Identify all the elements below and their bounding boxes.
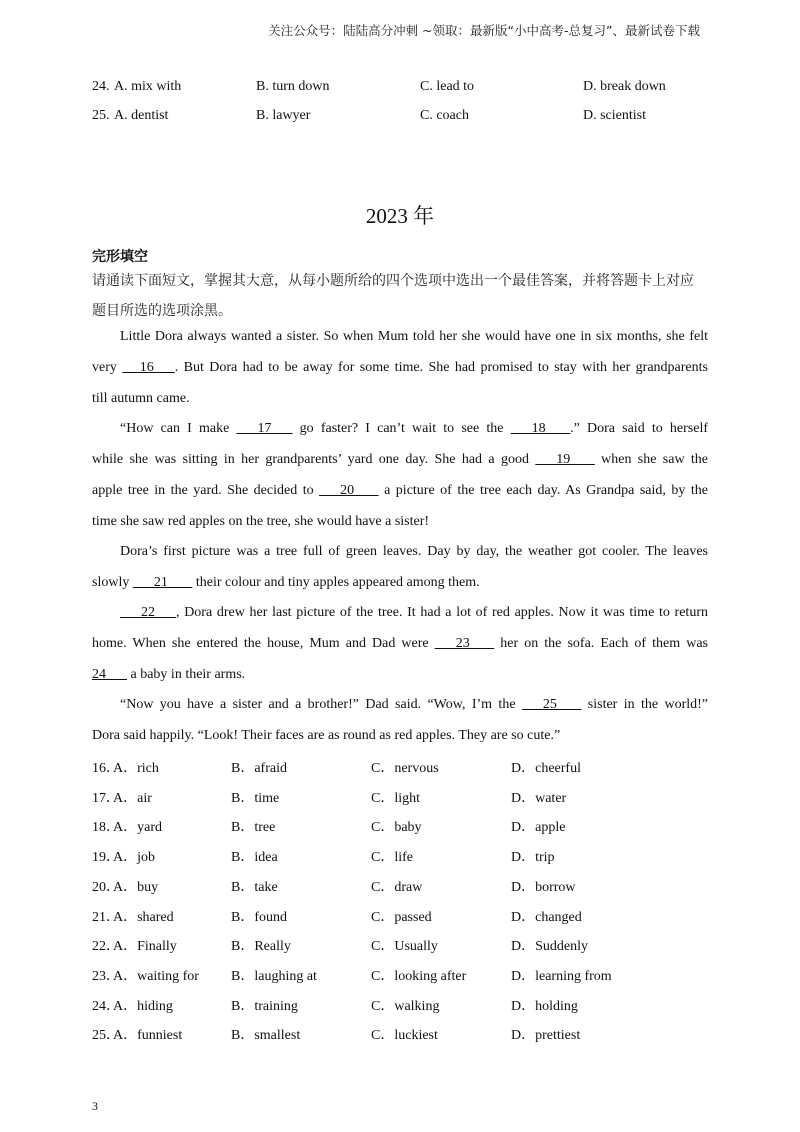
option-b: B．found [231,909,287,925]
passage-text: while she was sitting in her grandparents’ yard one day. She had a good [92,452,536,467]
option-c: C. coach [420,108,469,123]
passage-line: time she saw red apples on the tree, she would have a sister! [92,514,430,529]
blank-25: 25 [521,697,582,712]
option-d: D．apple [511,820,566,836]
option-a: A．shared [113,909,174,925]
option-a: A．funniest [113,1028,183,1044]
passage-line: Dora said happily. “Look! Their faces are as round as red apples. They are so cute.” [92,728,561,743]
blank-23: 23 [434,636,495,651]
option-a: A．buy [113,879,159,895]
passage-text: slowly [92,575,133,590]
option-b: B．Really [231,939,291,955]
passage-line: Little Dora always wanted a sister. So when Mum told her she would have one in six months, she felt [120,329,708,344]
option-a: A．hiding [113,998,173,1014]
blank-22: 22 [120,605,176,620]
blank-20: 20 [319,483,379,498]
option-a: A．job [113,850,155,866]
option-c: C．looking after [371,968,467,984]
option-d: D．prettiest [511,1028,581,1044]
year-title: 2023 年 [365,204,435,228]
passage-line [92,667,708,683]
option-c: C．nervous [371,761,439,776]
passage-line [92,360,708,376]
instructions-line-2: 题目所选的选项涂黑。 [92,303,232,319]
page-header: 关注公众号：陆陆高分冲刺 ~领取：最新版“小中高考-总复习”、最新试卷下载 [268,23,700,38]
question-number: 25. [92,108,110,123]
option-c: C．draw [371,879,423,895]
blank-18: 18 [510,421,571,436]
passage-text: her on the sofa. Each of them was [494,636,708,651]
option-b: B．tree [231,820,276,836]
option-a: A．waiting for [113,968,199,984]
option-a: A. dentist [114,108,169,123]
option-d: D. scientist [583,108,646,123]
question-number: 22． [92,939,120,955]
option-c: C．walking [371,998,440,1014]
blank-16: 16 [122,360,175,375]
question-number: 20． [92,879,120,895]
option-b: B. lawyer [256,108,311,123]
option-c: C．passed [371,909,432,925]
blank-17: 17 [236,421,293,436]
passage-text: very [92,360,123,375]
passage-line [120,697,708,713]
section-title: 完形填空 [92,249,148,265]
option-b: B．afraid [231,761,287,776]
option-d: D．holding [511,998,578,1014]
passage-text: sister in the world!” [581,697,708,712]
passage-text: apple tree in the yard. She decided to [92,483,320,498]
blank-19: 19 [535,452,595,467]
question-number: 18． [92,820,120,836]
option-d: D．cheerful [511,761,581,776]
question-number: 24. [92,79,110,94]
passage-line: till autumn came. [92,391,190,406]
option-d: D．learning from [511,968,612,984]
passage-text: “Now you have a sister and a brother!” Dad said. “Wow, I’m the [120,697,522,712]
passage-text: their colour and tiny apples appeared among them. [192,575,480,590]
option-b: B．idea [231,850,278,866]
option-d: D．trip [511,850,555,866]
passage-text: go faster? I can’t wait to see the [292,421,511,436]
option-d: D．water [511,790,567,806]
passage-line [92,483,708,499]
instructions-line-1: 请通读下面短文，掌握其大意，从每小题所给的四个选项中选出一个最佳答案，并将答题卡上对应 [92,273,694,289]
passage-text: a baby in their arms. [127,667,246,682]
passage-text: “How can I make [120,421,237,436]
option-d: D. break down [583,79,666,94]
option-b: B．time [231,790,280,806]
question-number: 17． [92,790,120,806]
option-a: A. mix with [114,79,182,94]
question-number: 25． [92,1028,120,1044]
option-a: A．Finally [113,939,177,955]
option-d: D．changed [511,909,582,925]
passage-line [120,421,708,437]
option-c: C．Usually [371,939,438,955]
passage-text: home. When she entered the house, Mum and Dad were [92,636,435,651]
option-b: B．training [231,998,298,1014]
passage-line: Dora’s first picture was a tree full of green leaves. Day by day, the weather got cooler. The leaves [120,544,708,559]
option-c: C．baby [371,820,422,836]
option-d: D．Suddenly [511,939,588,955]
blank-24: 24 [92,667,127,682]
passage-text: . But Dora had to be away for some time. She had promised to stay with her grandparents [174,360,708,375]
passage-line [92,636,708,652]
option-a: A．rich [113,761,159,776]
passage-text: a picture of the tree each day. As Grandpa said, by the [378,483,709,498]
option-c: C．life [371,850,413,866]
question-number: 24． [92,998,120,1014]
passage-text: , Dora drew her last picture of the tree. It had a lot of red apples. Now it was time to return [176,605,708,620]
blank-21: 21 [132,575,193,590]
passage-text: .” Dora said to herself [570,421,709,436]
option-b: B．smallest [231,1028,301,1044]
page-number: 3 [92,1099,98,1113]
passage-line [92,575,708,591]
option-a: A．yard [113,820,162,836]
option-c: C．luckiest [371,1028,438,1044]
passage-line [120,605,708,621]
option-b: B．laughing at [231,968,317,984]
question-number: 19． [92,850,120,866]
passage-line [92,452,708,468]
option-c: C. lead to [420,79,475,94]
question-number: 21． [92,909,120,925]
option-b: B．take [231,879,278,895]
question-number: 16． [92,761,120,776]
option-a: A．air [113,790,152,806]
option-c: C．light [371,790,421,806]
option-d: D．borrow [511,879,576,895]
question-number: 23． [92,968,120,984]
option-b: B. turn down [256,79,330,94]
passage-text: when she saw the [594,452,708,467]
